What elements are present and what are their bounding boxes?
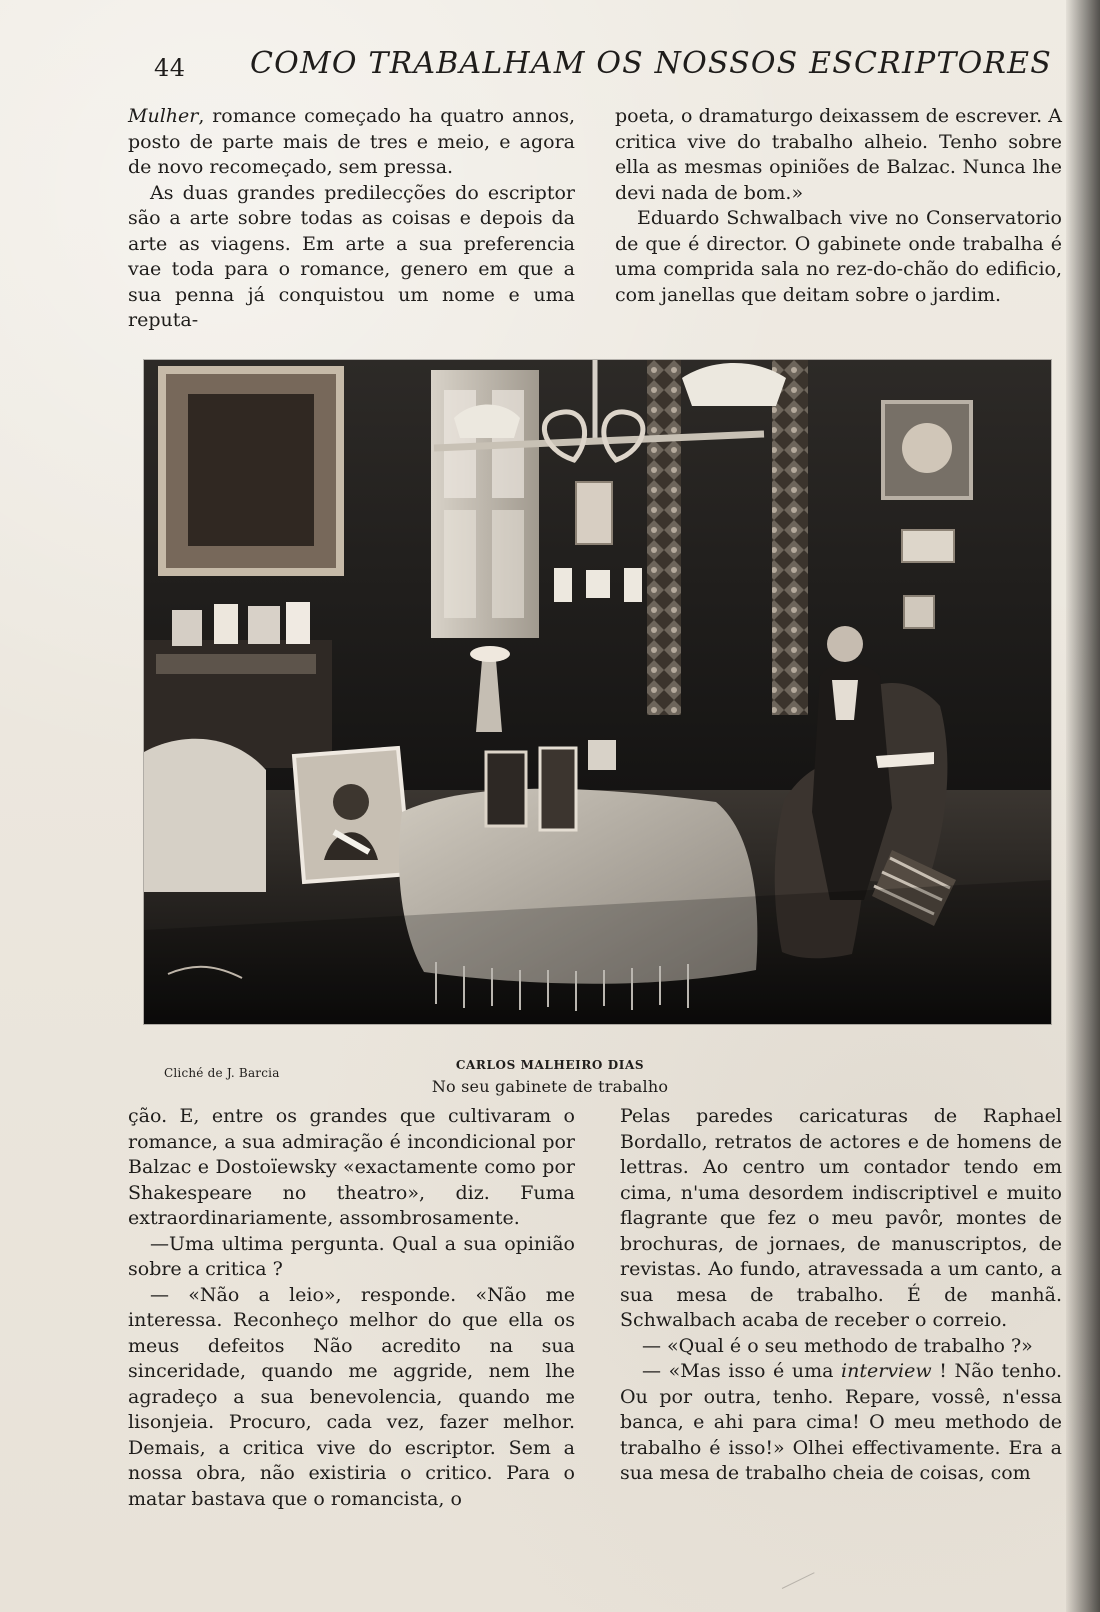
bottom-left-paragraph-3: — «Não a leio», responde. «Não me interessa. Reconheço melhor do que ella os meus defeitos Não acredito na sua sinceridade, quando me aggride, nem lhe agradeço a sua benevolencia, quando me lisonjeia. Procuro, cada vez, fazer melhor. Demais, a critica vive do escriptor. Sem a nossa obra, não existiria o critico. Para o matar bastava que o romancista, o <box>128 1283 575 1510</box>
bottom-left-paragraph-1: ção. E, entre os grandes que cultivaram o romance, a sua admiração é incondicional por Balzac e Dostoïewsky «exactamente como por Shakespeare no theatro», diz. Fuma extraordinariamente, assombrosamente. <box>128 1105 575 1229</box>
top-right-paragraph-1: poeta, o dramaturgo deixassem de escrever. A critica vive do trabalho alheio. Tenho sobre ella as mesmas opiniões de Balzac. Nunca lhe devi nada de bom.» <box>615 105 1062 204</box>
top-left-paragraph-1 <box>128 104 575 181</box>
top-left-column <box>128 104 575 334</box>
small-hanging-card-2 <box>586 570 610 598</box>
table-frame-3 <box>588 740 616 770</box>
desk-photo-4 <box>286 602 310 644</box>
bottom-right-column <box>620 1104 1062 1487</box>
paper-crease <box>782 1572 815 1589</box>
bottom-right-paragraph-3-start: — «Mas isso é uma <box>642 1360 842 1382</box>
hanging-mirror <box>576 482 612 544</box>
caption-subtitle: No seu gabinete de trabalho <box>431 1077 669 1096</box>
running-head <box>148 46 1053 86</box>
bottom-right-paragraph-3 <box>620 1359 1062 1487</box>
portrait-face <box>902 423 952 473</box>
small-wall-picture <box>902 530 954 562</box>
caption-title: CARLOS MALHEIRO DIAS <box>455 1058 645 1072</box>
small-hanging-card-1 <box>554 568 572 602</box>
large-painting-canvas <box>188 394 314 546</box>
table-frame-2 <box>540 748 576 830</box>
book-title-italic: Mulher <box>128 105 199 127</box>
top-right-paragraph-2: Eduardo Schwalbach vive no Conservatorio de que é director. O gabinete onde trabalha é uma comprida sala no rez-do-chão do edificio, com janellas que deitam sobre o jardim. <box>615 207 1062 306</box>
table-lamp-top <box>470 646 510 662</box>
bottom-right-paragraph-2: — «Qual é o seu methodo de trabalho ?» <box>642 1334 1033 1357</box>
armchair-left <box>144 739 266 892</box>
man-shirt <box>832 680 858 720</box>
tapestry-left <box>647 360 681 715</box>
door-panel-bottom-left <box>444 510 476 618</box>
small-hanging-card-3 <box>624 568 642 602</box>
interview-italic: interview <box>841 1360 932 1382</box>
top-left-paragraph-2: As duas grandes predilecções do escriptor são a arte sobre todas as coisas e depois da arte as viagens. Em arte a sua preferencia vae toda para o romance, genero em que a sua penna já conquistou um nome e uma reputa- <box>128 181 575 331</box>
bottom-right-paragraph-3-end: ! Não tenho. Ou por outra, tenho. Repare, vossê, n'essa banca, e ahi para cima! O meu methodo de trabalho é isso!» Olhei effectivamente. Era a sua mesa de trabalho cheia de coisas, com <box>620 1360 1062 1484</box>
portrait-head <box>333 784 369 820</box>
bureau-top <box>156 654 316 674</box>
desk-photo-1 <box>172 610 202 646</box>
tapestry-right <box>772 360 808 715</box>
top-left-paragraph-1-rest: , romance começado ha quatro annos, posto de parte mais de tres e meio, e agora de novo recomeçado, sem pressa. <box>128 105 575 178</box>
study-photo-illustration <box>144 360 1051 1024</box>
study-photograph <box>144 360 1051 1024</box>
desk-photo-2 <box>214 604 238 644</box>
door-panel-bottom-right <box>492 510 524 618</box>
bottom-right-paragraph-1: Pelas paredes caricaturas de Raphael Bordallo, retratos de actores e de homens de lettras. Ao centro um contador tendo em cima, n'uma desordem indiscriptivel e muito flagrante que fez o meu pavôr, montes de brochuras, de jornaes, de manuscriptos, de revistas. Ao fundo, atravessada a um canto, a sua mesa de trabalho. É de manhã. Schwalbach acaba de receber o correio. <box>620 1105 1062 1331</box>
bottom-left-column <box>128 1104 575 1512</box>
man-head <box>827 626 863 662</box>
small-wall-picture-two <box>904 596 934 628</box>
desk-photo-3 <box>248 606 280 644</box>
table-frame-1 <box>486 752 526 826</box>
top-right-column <box>615 104 1062 308</box>
running-title: COMO TRABALHAM OS NOSSOS ESCRIPTORES <box>250 46 1053 81</box>
photo-credit: Cliché de J. Barcia <box>164 1066 280 1080</box>
bottom-left-paragraph-2: —Uma ultima pergunta. Qual a sua opinião sobre a critica ? <box>128 1232 575 1280</box>
page-number: 44 <box>154 54 186 82</box>
